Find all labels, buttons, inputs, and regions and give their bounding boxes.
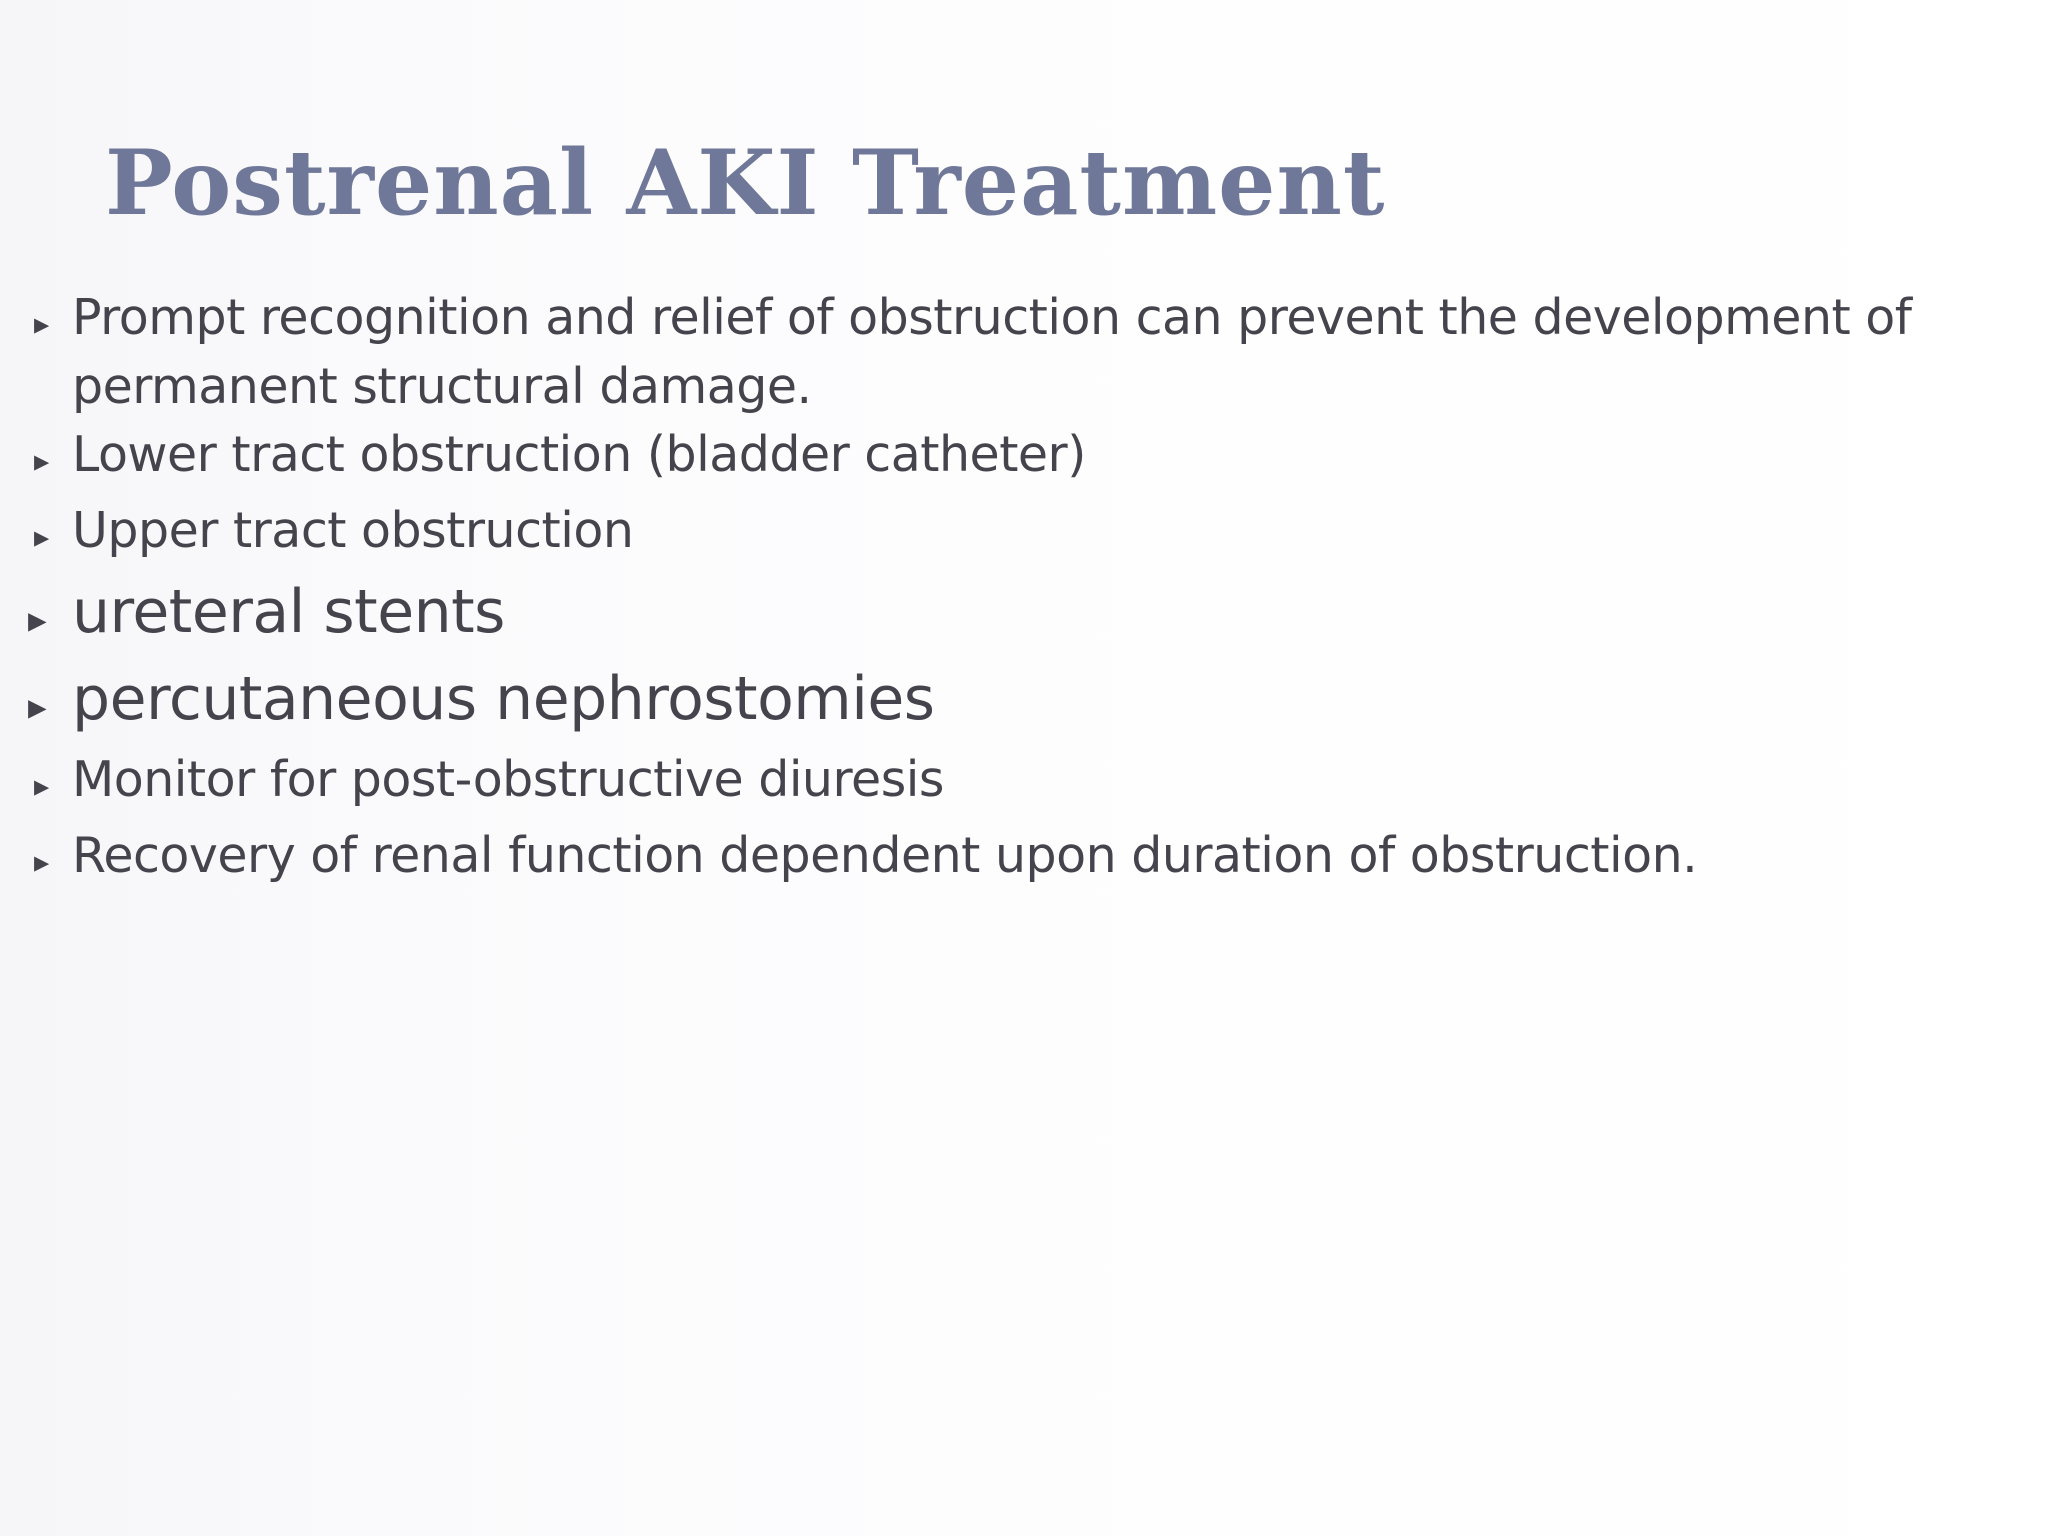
bullet-text: Lower tract obstruction (bladder catheter) bbox=[72, 426, 1086, 483]
bullet-text: Recovery of renal function dependent upon duration of obstruction. bbox=[72, 826, 1698, 884]
bullet-item bbox=[28, 659, 2018, 746]
triangle-bullet-icon: ▸ bbox=[34, 444, 50, 479]
bullet-text: Upper tract obstruction bbox=[72, 501, 634, 559]
triangle-bullet-icon: ▸ bbox=[28, 597, 47, 641]
triangle-bullet-icon: ▸ bbox=[34, 769, 50, 804]
triangle-bullet-icon: ▸ bbox=[28, 684, 47, 728]
triangle-bullet-icon: ▸ bbox=[34, 519, 50, 555]
bullet-item bbox=[28, 572, 2018, 659]
bullet-item bbox=[28, 746, 2018, 822]
bullet-text: Prompt recognition and relief of obstruction can prevent the development of permanent structural damage. bbox=[72, 289, 1912, 415]
bullet-item bbox=[28, 822, 2018, 898]
bullet-item bbox=[28, 497, 2018, 573]
slide-title: Postrenal AKI Treatment bbox=[105, 130, 1386, 236]
bullet-item bbox=[28, 421, 2018, 497]
bullet-list bbox=[28, 284, 2018, 897]
bullet-text: Monitor for post-obstructive diuresis bbox=[72, 751, 944, 808]
bullet-text: percutaneous nephrostomies bbox=[72, 664, 935, 734]
triangle-bullet-icon: ▸ bbox=[34, 844, 50, 880]
bullet-item bbox=[28, 284, 2018, 421]
triangle-bullet-icon: ▸ bbox=[34, 307, 50, 342]
bullet-text: ureteral stents bbox=[72, 577, 505, 647]
